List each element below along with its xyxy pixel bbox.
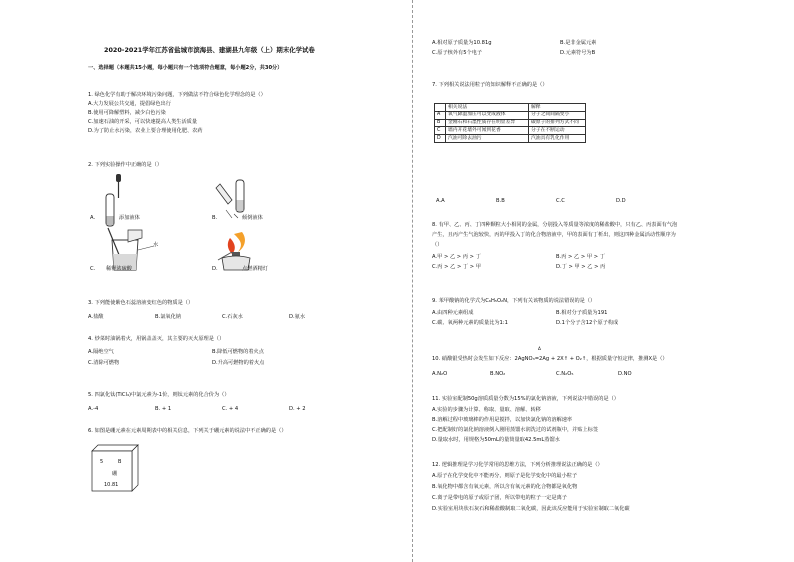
q2-stem: 2. 下列实验操作中正确的是（）: [88, 162, 163, 168]
q3-option-d: D.氨水: [289, 314, 306, 320]
q7-option-b: B.B: [496, 198, 505, 204]
q12-option-b: B.氧化物中都含有氧元素，所以含有氧元素的化合物都是氧化物: [432, 484, 578, 490]
q4-option-d: D.升高可燃物的着火点: [212, 360, 265, 366]
q5-option-b: B. + 1: [155, 406, 172, 412]
table-row: [435, 104, 586, 112]
q8-option-c: C.丙 > 乙 > 丁 > 甲: [432, 264, 481, 270]
q10-option-d: D.NO: [618, 371, 632, 377]
q7-option-d: D.D: [616, 198, 626, 204]
table-cell: 氧气降温加压可以变成液体: [446, 111, 529, 119]
table-header: 相关说法: [446, 104, 529, 112]
q8-stem-line1: 8. 有甲、乙、丙、丁四种颗粒大小相同的金属，分别投入等质量等浓度的稀盐酸中，只有乙、丙表面有气泡: [432, 222, 678, 228]
q11-stem: 11. 实验室配制50g溶质质量分数为15%的氯化钠溶液，下列说法中错误的是（）: [432, 396, 619, 402]
table-cell: 碳原子的排列方式不同: [529, 119, 586, 127]
q2-caption-a: 添加液体: [119, 215, 140, 221]
q12-option-d: D.实验室用块状石灰石和稀盐酸制取二氧化碳，因此该反应能用于实验室制取二氧化碳: [432, 506, 630, 512]
q11-option-c: C.把配制好的氯化钠溶液倒入刚用蒸馏水润洗过的试剂瓶中，并贴上标签: [432, 427, 599, 433]
q6-option-b: B.是非金属元素: [560, 40, 597, 46]
q1-option-a: A.大力发展公共交通，提倡绿色出行: [88, 101, 171, 107]
q5-option-a: A.-4: [88, 406, 99, 412]
q1-option-b: B.使用可降解塑料，减少白色污染: [88, 110, 166, 116]
q1-stem: 1. 绿色化学有助于解决环境污染问题，下列做法不符合绿色化学理念的是（）: [88, 92, 266, 98]
q9-option-d: D.1个分子含12个原子构成: [556, 320, 619, 326]
q8-option-a: A.甲 > 乙 > 丙 > 丁: [432, 254, 481, 260]
q8-stem-line2: 产生，且丙产生气泡较快，丙的甲投入丁的化合物溶液中，甲的表面有丁析出，则这四种金属活动性顺序为: [432, 232, 676, 238]
exam-title: 2020-2021学年江苏省盐城市滨海县、建湖县九年级（上）期末化学试卷: [104, 46, 315, 54]
q2-label-c: C.: [90, 266, 96, 272]
table-cell: A: [435, 111, 446, 119]
column-divider: [412, 0, 413, 562]
q4-option-a: A.隔绝空气: [88, 349, 114, 355]
heat-symbol: Δ: [538, 346, 541, 351]
table-row: [435, 135, 586, 143]
q8-option-d: D.丁 > 甲 > 乙 > 丙: [556, 264, 606, 270]
section-heading: 一、选择题（本题共15小题，每小题只有一个选项符合题意，每小题2分，共30分）: [88, 65, 283, 71]
q3-option-c: C.石灰水: [222, 314, 243, 320]
table-cell: D: [435, 135, 446, 143]
q12-option-c: C.离子是带电的原子或原子团，所以带电的粒子一定是离子: [432, 495, 567, 501]
q12-stem: 12. 逻辑推理是学习化学常用的思维方法，下列分析推理说法正确的是（）: [432, 462, 603, 468]
table-cell: 汽油具有乳化作用: [529, 135, 586, 143]
q1-option-d: D.为了防止水污染，农业上要合理使用化肥、农药: [88, 128, 203, 134]
table-row: [435, 119, 586, 127]
q10-option-b: B.NO₂: [490, 371, 506, 377]
q6-option-c: C.原子核外有5个电子: [432, 50, 483, 56]
q8-stem-line3: （）: [432, 242, 443, 248]
table-cell: C: [435, 127, 446, 135]
q1-option-c: C.加速石油的开采，可以快速提高人类生活质量: [88, 119, 198, 125]
q2-label-b: B.: [212, 215, 218, 221]
q11-option-b: B.溶解过程中玻璃棒的作用是搅拌，以加快氯化钠的溶解速率: [432, 417, 573, 423]
q2-label-a: A.: [90, 215, 96, 221]
q5-option-d: D. + 2: [289, 406, 306, 412]
table-cell: B: [435, 119, 446, 127]
q3-option-a: A.盐酸: [88, 314, 104, 320]
q7-table: [434, 103, 586, 143]
q6-option-d: D.元素符号为B: [560, 50, 596, 56]
q12-option-a: A.原子在化学变化中不能再分，则原子是化学变化中的最小粒子: [432, 473, 578, 479]
q9-option-c: C.碳、氧两种元素的质量比为1:1: [432, 320, 508, 326]
q2-water-label: 水: [153, 242, 159, 248]
element-name: 硼: [112, 471, 118, 477]
q5-option-c: C. + 4: [222, 406, 239, 412]
q11-option-a: A.实验的步骤为计算、称取、量取、溶解、转移: [432, 407, 541, 413]
q7-option-a: A.A: [436, 198, 445, 204]
q7-stem: 7. 下列相关说法用粒子的知识解释不正确的是（）: [432, 82, 548, 88]
table-cell: 分子之间间隔变小: [529, 111, 586, 119]
q9-option-a: A.由四种元素组成: [432, 310, 474, 316]
q6-stem: 6. 如图是硼元素在元素周期表中的相关信息，下列关于硼元素的说法中不正确的是（）: [88, 428, 287, 434]
q9-option-b: B.相对分子质量为191: [556, 310, 608, 316]
q10-option-a: A.N₂O: [432, 371, 448, 377]
q10-option-c: C.N₂O₅: [556, 371, 574, 377]
q8-option-b: B.丙 > 乙 > 甲 > 丁: [556, 254, 605, 260]
q11-option-d: D.量取水时，用规格为50mL的量筒量取42.5mL蒸馏水: [432, 437, 560, 443]
table-cell: 分子在不断运动: [529, 127, 586, 135]
q2-caption-c: 稀释浓硫酸: [106, 266, 132, 272]
q2-caption-b: 倾倒液体: [242, 215, 263, 221]
q3-option-b: B.氯氧化钠: [155, 314, 181, 320]
element-mass: 10.81: [104, 482, 119, 488]
q4-option-b: B.降低可燃物的着火点: [212, 349, 264, 355]
q5-stem: 5. 四氯化钛(TiCl₄)中氯元素为-1价，则钛元素的化合价为（）: [88, 392, 230, 398]
q2-caption-d: 点燃酒精灯: [242, 266, 268, 272]
q6-option-a: A.相对原子质量为10.81g: [432, 40, 492, 46]
q4-stem: 4. 炒菜时油锅着火，用锅盖盖灭，其主要的灭火原理是（）: [88, 336, 225, 342]
table-cell: 金刚石和石墨性质存在明显差异: [446, 119, 529, 127]
q10-stem: 10. 硝酸银受热时会发生如下反应：2AgNO₃=2Ag + 2X↑ + O₂↑，根据质量守恒定律，推测X是（）: [432, 356, 668, 362]
q7-option-c: C.C: [556, 198, 565, 204]
table-cell: 墙内开花墙外可闻到花香: [446, 127, 529, 135]
q3-stem: 3. 下列能使紫色石蕊溶液变红色的物质是（）: [88, 300, 194, 306]
table-row: [435, 111, 586, 119]
q4-option-c: C.清除可燃物: [88, 360, 120, 366]
table-row: [435, 127, 586, 135]
element-symbol: B: [118, 459, 122, 465]
table-cell: 汽油可除去油污: [446, 135, 529, 143]
q9-stem: 9. 苯甲酸钠的化学式为C₆H₅O₂N，下列有关该物质的说法错误的是（）: [432, 298, 596, 304]
element-number: 5: [100, 459, 104, 465]
q2-label-d: D.: [212, 266, 218, 272]
table-header: 解释: [529, 104, 586, 112]
